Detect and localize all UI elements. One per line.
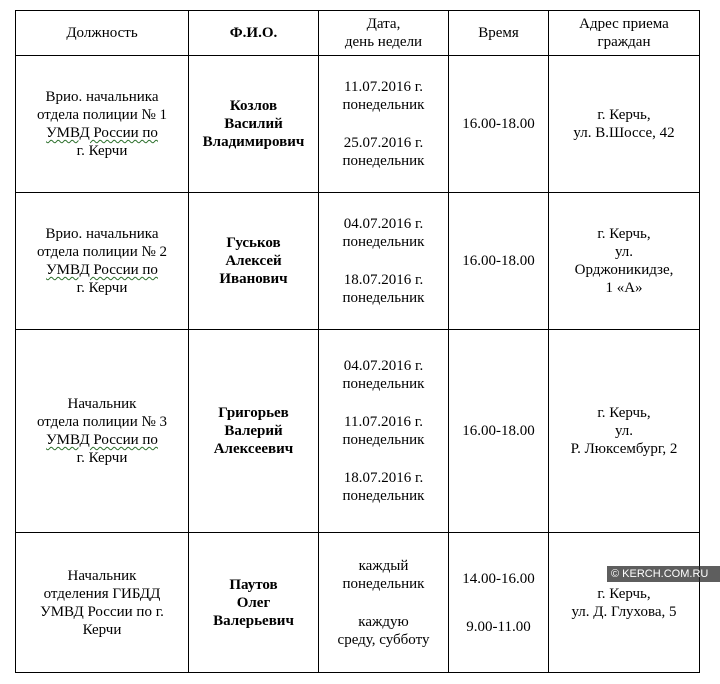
table-row — [16, 533, 700, 673]
position-cell: Начальник отдела полиции № 3 УМВД России по г. Керчи — [16, 330, 189, 533]
header-position: Должность — [16, 11, 189, 56]
date-cell: 04.07.2016 г. понедельник 18.07.2016 г. понедельник — [319, 193, 449, 330]
header-date: Дата, день недели — [319, 11, 449, 56]
table-row — [16, 56, 700, 193]
name-cell: Гуськов Алексей Иванович — [189, 193, 319, 330]
name-cell: Григорьев Валерий Алексеевич — [189, 330, 319, 533]
date-cell: 04.07.2016 г. понедельник 11.07.2016 г. понедельник 18.07.2016 г. понедельник — [319, 330, 449, 533]
reception-schedule-table — [15, 10, 700, 673]
position-cell: Врио. начальника отдела полиции № 2 УМВД России по г. Керчи — [16, 193, 189, 330]
header-fio: Ф.И.О. — [189, 11, 319, 56]
header-time: Время — [449, 11, 549, 56]
time-cell: 14.00-16.00 9.00-11.00 — [449, 533, 549, 673]
header-address: Адрес приема граждан — [549, 11, 700, 56]
name-cell: Паутов Олег Валерьевич — [189, 533, 319, 673]
name-cell: Козлов Василий Владимирович — [189, 56, 319, 193]
time-cell: 16.00-18.00 — [449, 56, 549, 193]
time-cell: 16.00-18.00 — [449, 330, 549, 533]
site-watermark: © KERCH.COM.RU — [607, 566, 720, 582]
date-cell: каждый понедельник каждую среду, субботу — [319, 533, 449, 673]
address-cell: г. Керчь, ул. В.Шоссе, 42 — [549, 56, 700, 193]
table-row — [16, 330, 700, 533]
date-cell: 11.07.2016 г. понедельник 25.07.2016 г. понедельник — [319, 56, 449, 193]
time-cell: 16.00-18.00 — [449, 193, 549, 330]
position-cell: Начальник отделения ГИБДД УМВД России по г. Керчи — [16, 533, 189, 673]
address-cell: г. Керчь, ул. Д. Глухова, 5 — [549, 533, 700, 673]
table-row — [16, 193, 700, 330]
position-cell: Врио. начальника отдела полиции № 1 УМВД России по г. Керчи — [16, 56, 189, 193]
address-cell: г. Керчь, ул. Орджоникидзе, 1 «А» — [549, 193, 700, 330]
header-row — [16, 11, 700, 56]
address-cell: г. Керчь, ул. Р. Люксембург, 2 — [549, 330, 700, 533]
